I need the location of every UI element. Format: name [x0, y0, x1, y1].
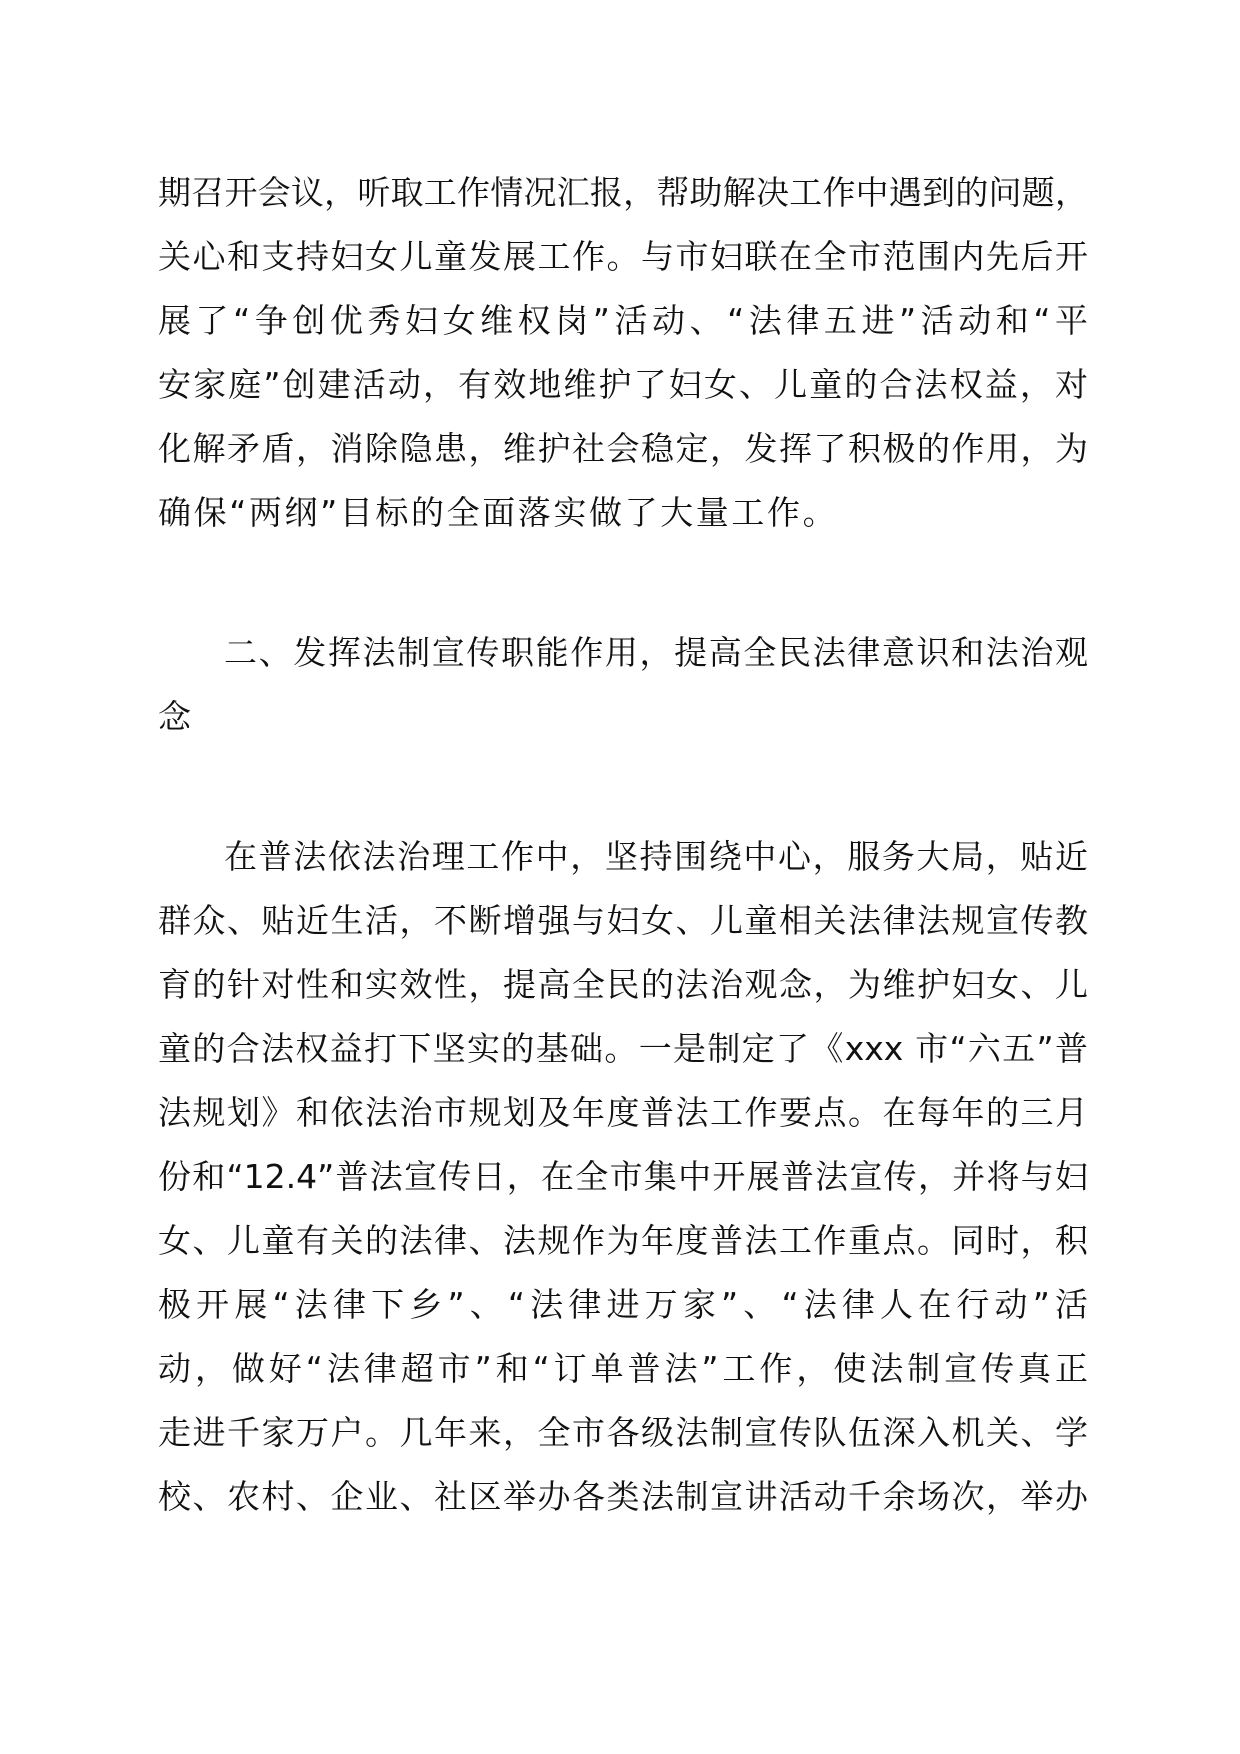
paragraph-1-line: 安家庭”创建活动，有效地维护了妇女、儿童的合法权益，对	[158, 365, 1088, 404]
paragraph-2-line: 校、农村、企业、社区举办各类法制宣讲活动千余场次，举办	[158, 1477, 1088, 1516]
paragraph-1-line: 确保“两纲”目标的全面落实做了大量工作。	[158, 493, 839, 532]
paragraph-2-line: 法规划》和依法治市规划及年度普法工作要点。在每年的三月	[158, 1093, 1088, 1132]
section-heading-line: 念	[158, 697, 194, 736]
paragraph-1-line: 关心和支持妇女儿童发展工作。与市妇联在全市范围内先后开	[158, 237, 1088, 276]
paragraph-2-line: 动，做好“法律超市”和“订单普法”工作，使法制宣传真正	[158, 1349, 1088, 1388]
paragraph-2-line: 在普法依法治理工作中，坚持围绕中心，服务大局，贴近	[224, 837, 1088, 876]
paragraph-1-line: 展了“争创优秀妇女维权岗”活动、“法律五进”活动和“平	[158, 301, 1088, 340]
paragraph-1-line: 化解矛盾，消除隐患，维护社会稳定，发挥了积极的作用，为	[158, 429, 1088, 468]
paragraph-2-line: 极开展“法律下乡”、“法律进万家”、“法律人在行动”活	[158, 1285, 1088, 1324]
paragraph-1-line: 期召开会议，听取工作情况汇报，帮助解决工作中遇到的问题，	[158, 173, 1088, 212]
paragraph-2-line: 群众、贴近生活，不断增强与妇女、儿童相关法律法规宣传教	[158, 901, 1088, 940]
paragraph-2-line: 童的合法权益打下坚实的基础。一是制定了《xxx 市“六五”普	[158, 1029, 1088, 1068]
paragraph-2-line: 份和“12.4”普法宣传日，在全市集中开展普法宣传，并将与妇	[158, 1157, 1088, 1196]
paragraph-2-line: 女、儿童有关的法律、法规作为年度普法工作重点。同时，积	[158, 1221, 1088, 1260]
section-heading-line: 二、发挥法制宣传职能作用，提高全民法律意识和法治观	[224, 633, 1088, 672]
paragraph-2-line: 育的针对性和实效性，提高全民的法治观念，为维护妇女、儿	[158, 965, 1088, 1004]
paragraph-2-line: 走进千家万户。几年来，全市各级法制宣传队伍深入机关、学	[158, 1413, 1088, 1452]
